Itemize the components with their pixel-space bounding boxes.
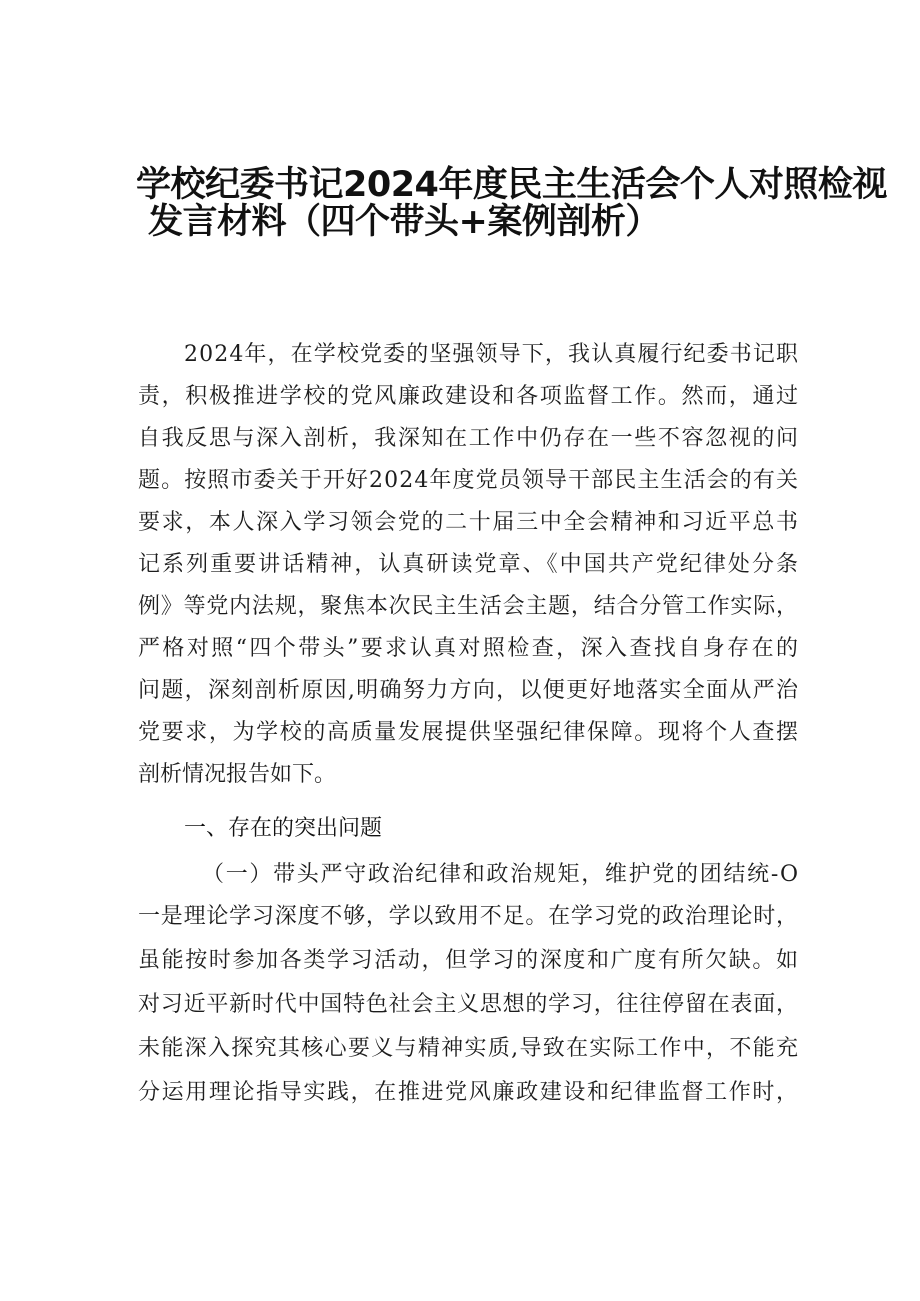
sub-heading: （一）带头严守政治纪律和政治规矩，维护党的团结统-O (202, 862, 800, 887)
document-title-line-2: 发言材料（四个带头+案例剖析） (148, 202, 660, 242)
section-line: 一是理论学习深度不够，学以致用不足。在学习党的政治理论时， (138, 904, 799, 929)
section-line: 对习近平新时代中国特色社会主义思想的学习，往往停留在表面， (138, 992, 799, 1017)
intro-line: 问题，深刻剖析原因,明确努力方向，以便更好地落实全面从严治 (138, 678, 800, 703)
intro-line: 责，积极推进学校的党风廉政建设和各项监督工作。然而，通过 (138, 384, 800, 409)
intro-line: 剖析情况报告如下。 (138, 762, 337, 787)
intro-line: 记系列重要讲话精神，认真研读党章、《中国共产党纪律处分条 (138, 552, 801, 577)
section-heading: 一、存在的突出问题 (184, 816, 383, 841)
intro-line: 党要求，为学校的高质量发展提供坚强纪律保障。现将个人查摆 (138, 720, 800, 745)
intro-line: 题。按照市委关于开好2024年度党员领导干部民主生活会的有关 (138, 468, 800, 493)
document-title-line-1: 学校纪委书记2024年度民主生活会个人对照检视 (136, 165, 887, 205)
intro-line: 例》等党内法规，聚焦本次民主生活会主题，结合分管工作实际， (138, 594, 799, 619)
section-line: 未能深入探究其核心要义与精神实质,导致在实际工作中，不能充 (138, 1036, 800, 1061)
intro-line: 要求，本人深入学习领会党的二十届三中全会精神和习近平总书 (138, 510, 800, 535)
intro-line: 2024年，在学校党委的坚强领导下，我认真履行纪委书记职 (184, 342, 800, 367)
intro-line: 严格对照“四个带头”要求认真对照检查，深入查找自身存在的 (138, 636, 801, 661)
section-line: 分运用理论指导实践，在推进党风廉政建设和纪律监督工作时， (138, 1080, 800, 1105)
section-line: 虽能按时参加各类学习活动，但学习的深度和广度有所欠缺。如 (138, 948, 800, 973)
intro-line: 自我反思与深入剖析，我深知在工作中仍存在一些不容忽视的问 (138, 426, 800, 451)
